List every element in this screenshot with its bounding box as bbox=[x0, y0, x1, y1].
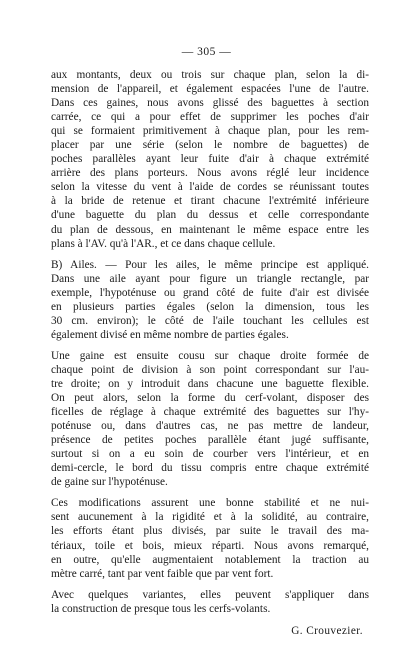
text-line: aux montants, deux ou trois sur chaque plan, selon la di- bbox=[51, 69, 369, 81]
text-line: les efforts étant plus divisés, par suite le travail des ma- bbox=[51, 525, 369, 538]
text-line: 30 cm. environ); le côté de l'aile touchant les cellules est bbox=[51, 314, 369, 327]
paragraph bbox=[51, 258, 369, 342]
text-line: mètre carré, tant par vent faible que par vent fort. bbox=[51, 567, 274, 580]
text-line: Avec quelques variantes, elles peuvent s'appliquer dans bbox=[51, 588, 369, 601]
text-line: présence de petites poches parallèle étant jugé suffisante, bbox=[51, 434, 369, 447]
text-line: exemple, l'hypoténuse ou grand côté de fuite d'air est divisée bbox=[51, 286, 369, 299]
text-line: surtout si on a eu soin de courber vers l'intérieur, et en bbox=[51, 448, 369, 461]
text-line: du plan de dessous, en maintenant le même espace entre les bbox=[51, 223, 369, 236]
text-line: ficelles de réglage à chaque extrémité des baguettes sur l'hy- bbox=[51, 406, 369, 419]
text-line: carrée, ce qui a pour effet de supprimer les poches d'air bbox=[51, 111, 369, 124]
page-number: — 305 — bbox=[181, 46, 232, 58]
text-line: Dans ces gaines, nous avons glissé des baguettes à section bbox=[51, 97, 369, 110]
text-line: tériaux, toile et bois, mieux réparti. Nous avons remarqué, bbox=[51, 539, 369, 552]
text-line: arrière des plans porteurs. Nous avons réglé leur incidence bbox=[51, 167, 369, 180]
text-line: demi-cercle, le bord du tissu compris entre chaque extrémité bbox=[51, 462, 369, 475]
text-line: tre droite; on y introduit dans chacune une baguette flexible. bbox=[51, 377, 369, 390]
text-line: Une gaine est ensuite cousu sur chaque droite formée de bbox=[51, 349, 369, 362]
paragraph-gap bbox=[51, 581, 369, 588]
text-line: la construction de presque tous les cerfs-volants. bbox=[51, 602, 271, 615]
text-line: à la bride de retenue et tirant chacune l'extrémité inférieure bbox=[51, 195, 369, 208]
text-line: qui se formaient primitivement à chaque plan, pour les rem- bbox=[51, 125, 369, 138]
paragraph bbox=[51, 349, 369, 489]
text-line: placer par une série (selon le nombre de baguettes) de bbox=[51, 139, 369, 152]
paragraph-gap bbox=[51, 489, 369, 496]
text-line: d'une baguette du plan du dessus et celle correspondante bbox=[51, 209, 369, 222]
text-line: Dans une aile ayant pour figure un triangle rectangle, par bbox=[51, 272, 369, 285]
text-line: sent aucunement à la rigidité et à la solidité, au contraire, bbox=[51, 511, 369, 524]
text-line: en plusieurs parties égales (selon la dimension, tous les bbox=[51, 300, 369, 313]
article-body bbox=[51, 68, 369, 616]
text-line: poches parallèles ayant leur fuite d'air à chaque extrémité bbox=[51, 153, 369, 166]
text-line: Ces modifications assurent une bonne stabilité et ne nui- bbox=[51, 497, 369, 510]
text-line: plans à l'AV. qu'à l'AR., et ce dans chaque cellule. bbox=[51, 237, 276, 250]
paragraph-gap bbox=[51, 251, 369, 258]
paragraph bbox=[51, 68, 369, 251]
text-line: mension de l'appareil, et également espacées l'une de l'autre. bbox=[51, 83, 369, 96]
text-line: B) Ailes. — Pour les ailes, le même principe est appliqué. bbox=[51, 258, 369, 271]
text-line: en outre, qu'elle augmentaient notablement la traction au bbox=[51, 553, 369, 566]
text-line: chaque point de division à son point correspondant sur l'au- bbox=[51, 363, 369, 376]
text-line: On peut alors, selon la forme du cerf-volant, disposer des bbox=[51, 392, 369, 405]
text-line: de gaine sur l'hypoténuse. bbox=[51, 476, 168, 489]
text-line: poténuse ou, dans d'autres cas, ne pas mettre de landeur, bbox=[51, 420, 369, 433]
text-line: selon la vitesse du vent à l'aide de cordes se réunissant toutes bbox=[51, 181, 369, 194]
author-signature: G. Crouvezier. bbox=[291, 625, 363, 637]
text-line: également divisé en même nombre de parties égales. bbox=[51, 328, 289, 341]
paragraph bbox=[51, 496, 369, 580]
paragraph-gap bbox=[51, 342, 369, 349]
paragraph bbox=[51, 588, 369, 616]
